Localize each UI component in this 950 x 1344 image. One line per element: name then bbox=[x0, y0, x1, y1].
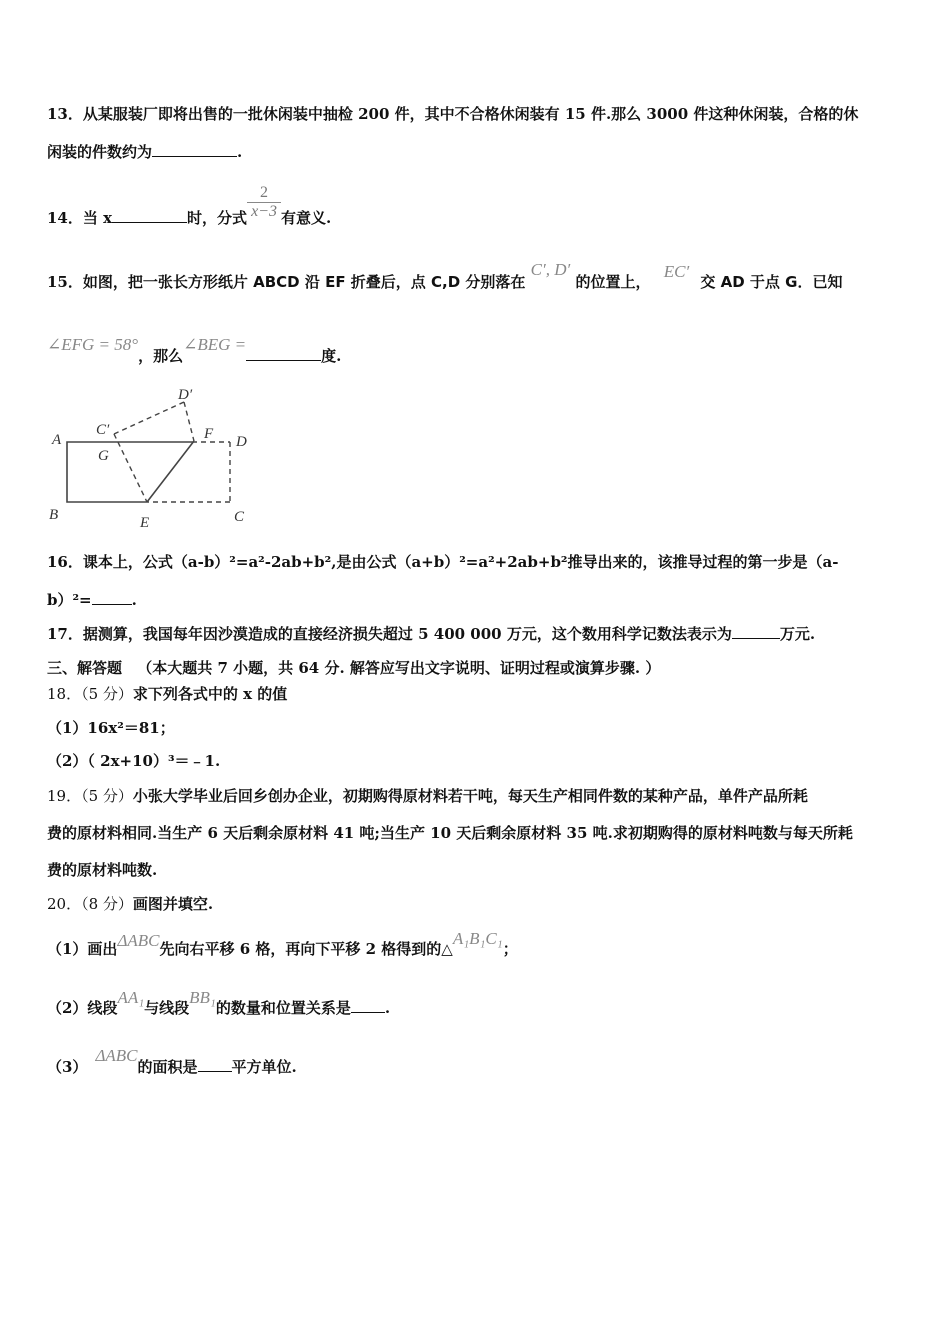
label-d-prime: D′ bbox=[178, 387, 193, 403]
q16-answer-blank[interactable] bbox=[92, 590, 132, 605]
q19-line2: 费的原材料相同.当生产 6 天后剩余原材料 41 吨;当生产 10 天后剩余原材料 35 吨.求初期购得的原材料吨数与每天所耗 bbox=[47, 824, 853, 842]
label-d: D bbox=[236, 434, 247, 450]
q19-line1: 19．（5 分）小张大学毕业后回乡创办企业，初期购得原材料若干吨，每天生产相同件数的某种产品，单件产品所耗 bbox=[47, 787, 808, 805]
q13-answer-blank[interactable] bbox=[152, 142, 237, 157]
fold-dashed-c-e bbox=[114, 434, 147, 502]
q20-part3-answer-blank[interactable] bbox=[198, 1057, 232, 1072]
q18-head: 18．（5 分）求下列各式中的 x 的值 bbox=[47, 685, 288, 703]
folded-rectangle-figure bbox=[44, 382, 264, 530]
q14-line: 14．当 x 时，分式 $\frac{2}{x-3}$ 有意义. bbox=[47, 184, 332, 227]
q14-fraction: $\frac{2}{x-3}$ bbox=[247, 184, 281, 221]
label-g: G bbox=[98, 448, 109, 464]
q15-line2: ∠EFG = 58°，那么∠BEG =度. bbox=[47, 335, 342, 365]
fold-dashed-d-f bbox=[184, 402, 194, 441]
label-c-prime: C′ bbox=[96, 422, 110, 438]
section3-header bbox=[47, 657, 660, 678]
q20-part2-answer-blank[interactable] bbox=[351, 998, 385, 1013]
q17-line: 17．据测算，我国每年因沙漠造成的直接经济损失超过 5 400 000 万元，这个数用科学记数法表示为 万元. bbox=[47, 625, 816, 643]
label-c: C bbox=[234, 509, 245, 525]
q13-line1: 13．从某服装厂即将出售的一批休闲装中抽检 200 件，其中不合格休闲装有 15 件.那么 3000 件这种休闲装，合格的休 bbox=[47, 105, 859, 123]
q16-line2: b）²= . bbox=[47, 591, 137, 609]
q19-line3: 费的原材料吨数. bbox=[47, 861, 158, 879]
q20-part2: （2）线段AA₁与线段BB₁的数量和位置关系是 . bbox=[47, 988, 391, 1017]
q20-head: 20．（8 分）画图并填空. bbox=[47, 895, 214, 913]
q20-part1: （1）画出ΔABC先向右平移 6 格，再向下平移 2 格得到的△A₁B₁C₁； bbox=[47, 929, 518, 958]
q15-answer-blank[interactable] bbox=[246, 346, 321, 361]
section3-note: （本大题共 7 小题，共 64 分. 解答应写出文字说明、证明过程或演算步骤. ） bbox=[137, 659, 661, 677]
label-f: F bbox=[204, 426, 214, 442]
section3-title: 三、解答题 bbox=[47, 659, 123, 677]
q17-answer-blank[interactable] bbox=[732, 624, 780, 639]
q16-line1: 16．课本上，公式（a-b）²=a²-2ab+b²,是由公式（a+b）²=a²+2ab+b²推导出来的，该推导过程的第一步是（a- bbox=[47, 553, 839, 571]
q15-line1: 15．如图，把一张长方形纸片 ABCD 沿 EF 折叠后，点 C,D 分别落在 C′, D′ 的位置上， EC′ 交 AD 于点 G．已知 bbox=[47, 260, 843, 291]
q14-answer-blank[interactable] bbox=[112, 208, 187, 223]
fold-line-ef bbox=[147, 441, 194, 502]
label-a: A bbox=[52, 432, 62, 448]
q18-part1: （1）16x²＝81； bbox=[47, 719, 175, 737]
q20-part3: （3）ΔABC的面积是 平方单位. bbox=[47, 1046, 297, 1076]
label-b: B bbox=[49, 507, 59, 523]
fold-dashed-c-d bbox=[114, 402, 184, 434]
label-e: E bbox=[140, 515, 150, 530]
q18-part2: （2）（ 2x+10）³＝﹣1. bbox=[47, 752, 221, 770]
q13-line2: 闲装的件数约为 . bbox=[47, 143, 243, 161]
rect-solid-edge bbox=[67, 442, 192, 502]
